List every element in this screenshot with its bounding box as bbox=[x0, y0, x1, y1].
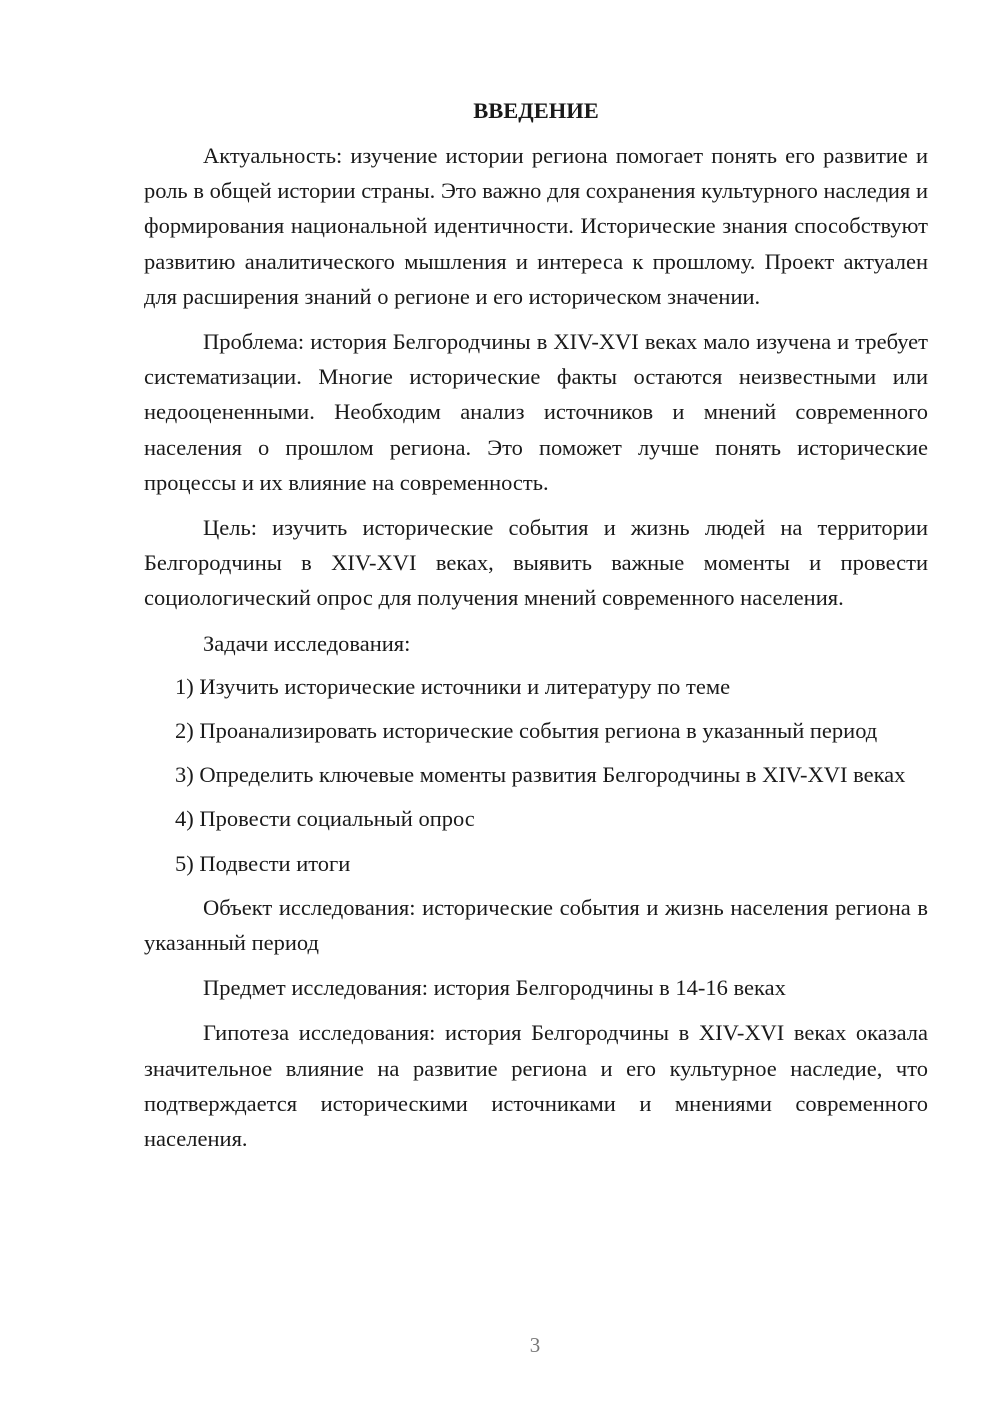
object-paragraph: Объект исследования: исторические события и жизнь населения региона в указанный период bbox=[144, 894, 928, 956]
problem-paragraph: Проблема: история Белгородчины в XIV-XVI веках мало изучена и требует систематизации. Многие исторические факты остаются неизвестными или недооцененными. Необходим анализ источников и мнений современного населения о прошлом региона. Это поможет лучше понять исторические процессы и их влияние на современность. bbox=[144, 329, 928, 495]
hypothesis-paragraph: Гипотеза исследования: история Белгородчины в XIV-XVI веках оказала значительное влияние на развитие региона и его культурное наследие, что подтверждается историческими источниками и мнениями современного населения. bbox=[144, 1020, 928, 1152]
tasks-heading: Задачи исследования: bbox=[203, 630, 411, 656]
relevance-paragraph: Актуальность: изучение истории региона помогает понять его развитие и роль в общей истории страны. Это важно для сохранения культурного наследия и формирования национальной идентичности. Исторические знания способствуют развитию аналитического мышления и интереса к прошлому. Проект актуален для расширения знаний о регионе и его историческом значении. bbox=[144, 143, 928, 309]
task-item-5: 5) Подвести итоги bbox=[175, 850, 351, 876]
task-item-1: 1) Изучить исторические источники и литературу по теме bbox=[175, 673, 731, 699]
page-body bbox=[144, 96, 928, 1164]
task-item-2: 2) Проанализировать исторические события региона в указанный период bbox=[175, 718, 878, 744]
task-item-3: 3) Определить ключевые моменты развития Белгородчины в XIV-XVI веках bbox=[175, 762, 906, 788]
section-title: ВВЕДЕНИЕ bbox=[473, 98, 599, 123]
subject-paragraph: Предмет исследования: история Белгородчины в 14-16 веках bbox=[203, 975, 786, 1001]
goal-paragraph: Цель: изучить исторические события и жизнь людей на территории Белгородчины в XIV-XVI веках, выявить важные моменты и провести социологический опрос для получения мнений современного населения. bbox=[144, 515, 928, 611]
page-number: 3 bbox=[529, 1333, 541, 1357]
task-item-4: 4) Провести социальный опрос bbox=[175, 806, 475, 832]
